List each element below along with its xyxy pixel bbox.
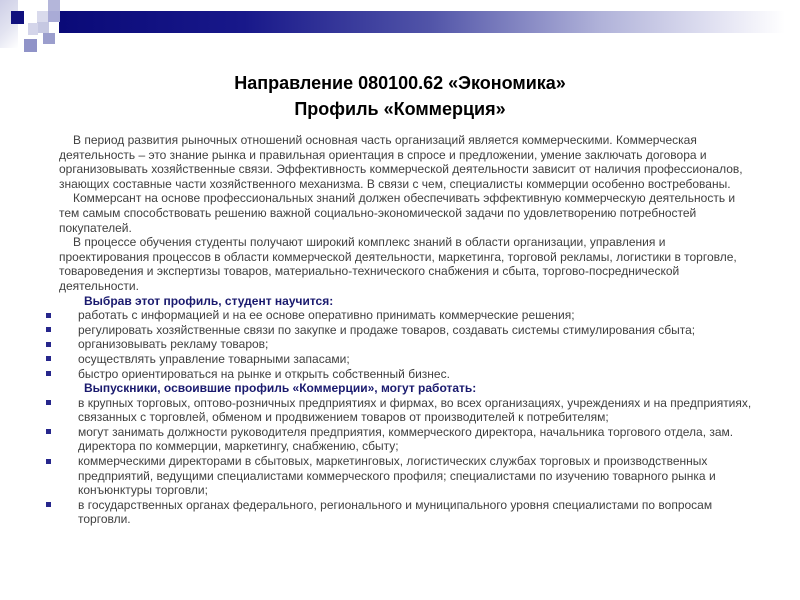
decor-square: [24, 39, 37, 52]
bullet-square-icon: [46, 356, 51, 361]
bullet-item: [59, 498, 755, 527]
decor-left-strip: [0, 0, 18, 48]
bullet-text: осуществлять управление товарными запасами;: [78, 351, 350, 366]
slide-title: [0, 70, 800, 122]
slide-title-line2: Профиль «Коммерция»: [294, 99, 506, 119]
decor-square: [11, 11, 24, 24]
bullet-square-icon: [46, 313, 51, 318]
section-heading-graduates: Выпускники, освоившие профиль «Коммерции», могут работать:: [84, 381, 477, 396]
bullet-text: организовывать рекламу товаров;: [78, 337, 269, 352]
bullet-text: регулировать хозяйственные связи по закупке и продаже товаров, создавать системы стимулирования сбыта;: [78, 322, 696, 337]
paragraph: В период развития рыночных отношений основная часть организаций является коммерческими. Коммерческая деятельность – это знание рынка и правильная ориентация в спросе и предложении, умение заключать договора и организовывать хозяйственные связи. Эффективность коммерческой деятельности зависит от наличия профессионалов, знающих составные части хозяйственного механизма. В связи с чем, специалисты коммерции особенно востребованы.: [59, 133, 743, 191]
slide-title-line1: Направление 080100.62 «Экономика»: [234, 73, 566, 93]
bullet-text: работать с информацией и на ее основе оперативно принимать коммерческие решения;: [78, 308, 575, 323]
intro-paragraphs: [59, 133, 755, 294]
bullet-item: [59, 367, 755, 382]
bullet-square-icon: [46, 327, 51, 332]
bullet-item: [59, 396, 755, 425]
decor-square: [37, 22, 49, 33]
bullet-text: коммерческими директорами в сбытовых, маркетинговых, логистических службах торговых и производственных предприятий, ведущими специалистами коммерческого профиля; специалистами по изучению товарного рынка и конъюнктуры торговли;: [78, 454, 716, 498]
slide-body: [59, 133, 755, 527]
bullet-square-icon: [46, 342, 51, 347]
bullet-list-learn: [59, 308, 755, 381]
bullet-square-icon: [46, 371, 51, 376]
bullet-text: быстро ориентироваться на рынке и открыть собственный бизнес.: [78, 366, 450, 381]
bullet-item: [59, 308, 755, 323]
bullet-square-icon: [46, 459, 51, 464]
decor-square: [43, 33, 55, 44]
bullet-text: в государственных органах федерального, регионального и муниципального уровня специалистами по вопросам торговли.: [78, 497, 713, 527]
bullet-item: [59, 337, 755, 352]
bullet-item: [59, 454, 755, 498]
bullet-text: могут занимать должности руководителя предприятия, коммерческого директора, начальника торгового отдела, зам. директора по коммерции, маркетингу, снабжению, сбыту;: [78, 424, 734, 454]
bullet-item: [59, 352, 755, 367]
decor-square: [28, 23, 38, 35]
bullet-item: [59, 425, 755, 454]
bullet-square-icon: [46, 502, 51, 507]
paragraph: В процессе обучения студенты получают широкий комплекс знаний в области организации, управления и проектирования процессов в области коммерческой деятельности, маркетинга, торговой рекламы, логистики в торговле, товароведения и экспертизы товаров, материально-технического снабжения и сбыта, торгово-посреднической деятельности.: [59, 235, 737, 293]
bullet-square-icon: [46, 429, 51, 434]
decor-square: [48, 11, 60, 22]
bullet-item: [59, 323, 755, 338]
decor-square: [48, 0, 60, 11]
bullet-square-icon: [46, 400, 51, 405]
decor-gradient-bar: [59, 11, 800, 33]
section-heading-learn: Выбрав этот профиль, студент научится:: [84, 293, 334, 308]
paragraph: Коммерсант на основе профессиональных знаний должен обеспечивать эффективную коммерческую деятельность и тем самым способствовать решению важной социально-экономической задачи по удовлетворению потребностей покупателей.: [59, 191, 736, 235]
bullet-text: в крупных торговых, оптово-розничных предприятиях и фирмах, во всех организациях, учреждениях и на предприятиях, связанных с торговлей, обменом и продвижением товаров от производителей к потребителям;: [78, 395, 752, 425]
bullet-list-graduates: [59, 396, 755, 527]
